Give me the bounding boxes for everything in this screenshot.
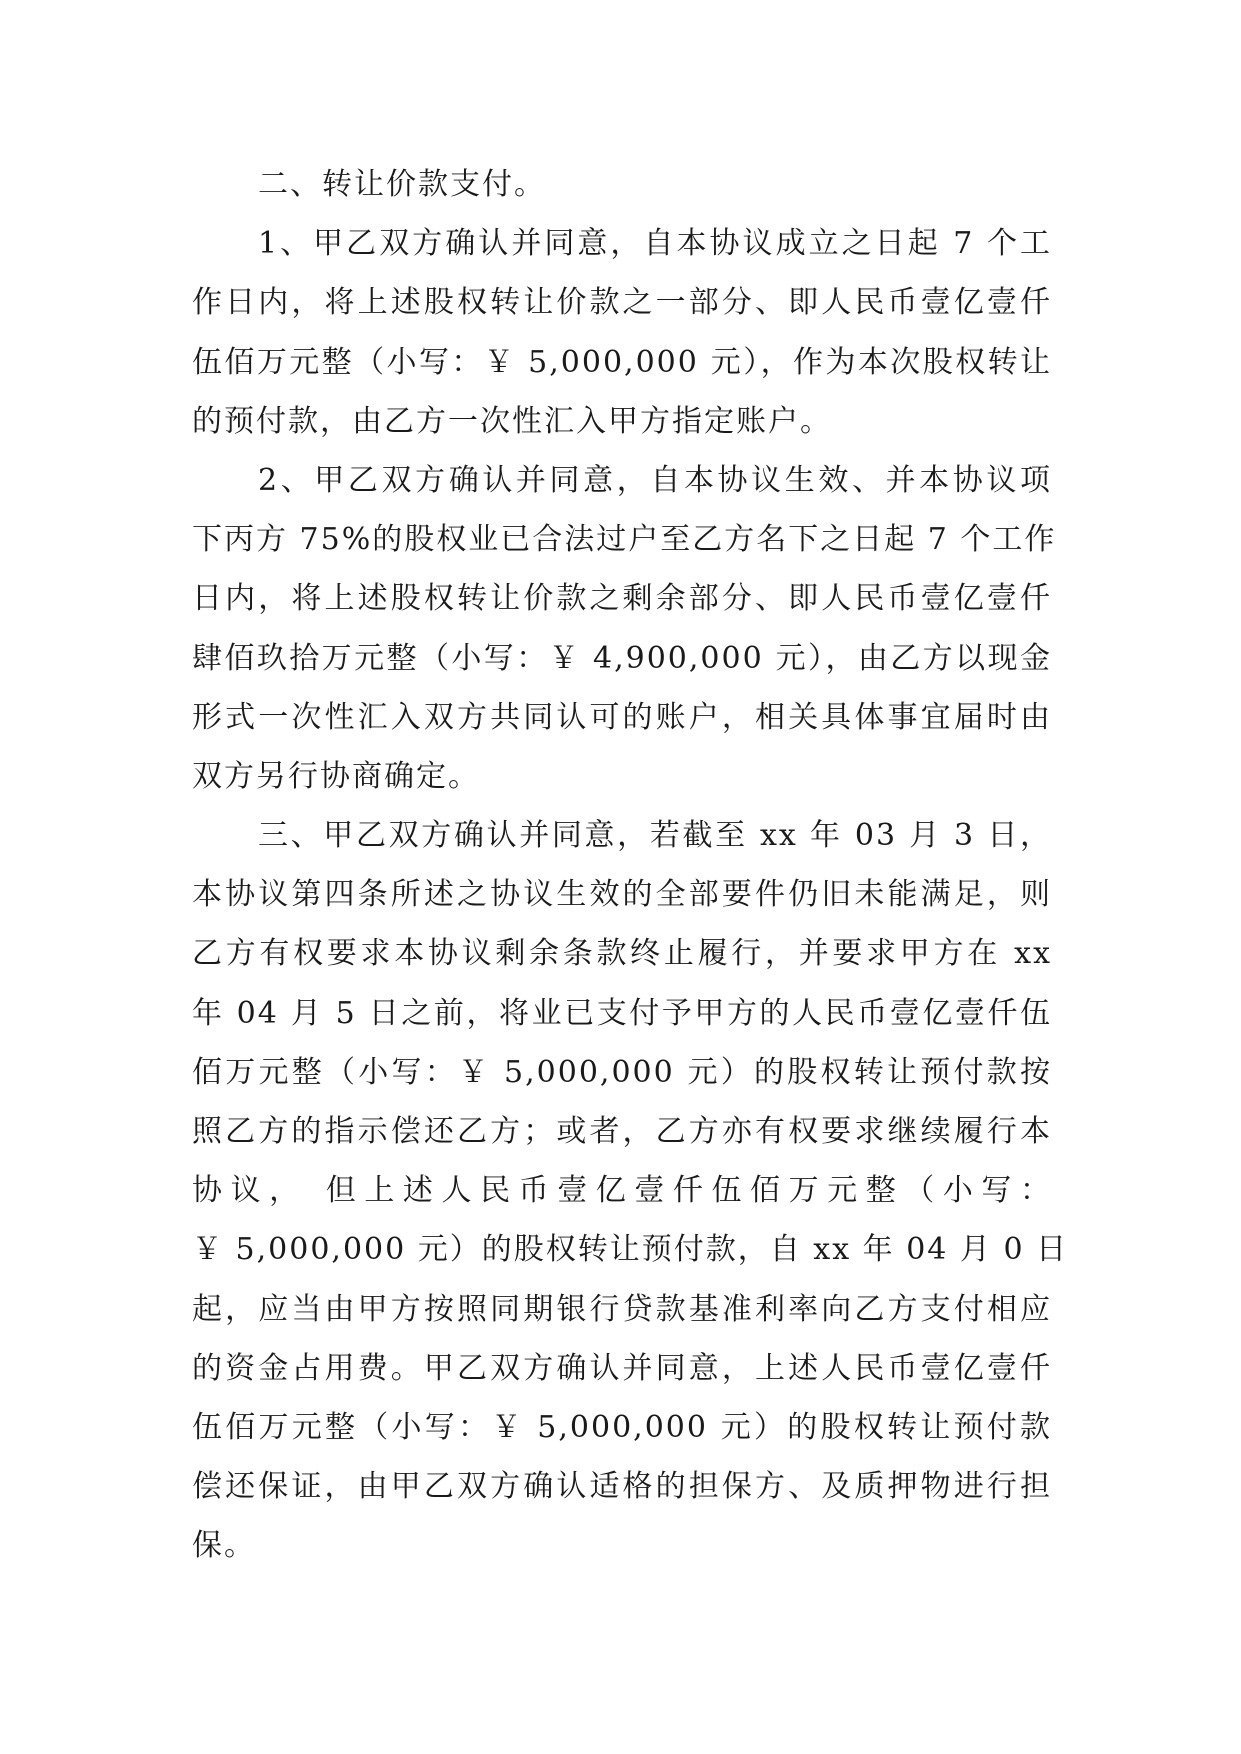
text-line: 偿还保证，由甲乙双方确认适格的担保方、及质押物进行担 xyxy=(192,1469,1052,1505)
document-body xyxy=(192,155,1069,1576)
text-line: 本协议第四条所述之协议生效的全部要件仍旧未能满足，则 xyxy=(192,877,1052,913)
text-line: 保。 xyxy=(192,1528,256,1564)
text-line: 乙方有权要求本协议剩余条款终止履行，并要求甲方在 xx xyxy=(192,936,1052,972)
text-line: 2、甲乙双方确认并同意，自本协议生效、并本协议项 xyxy=(258,462,1052,498)
text-line: 伍佰万元整（小写：￥ 5,000,000 元）的股权转让预付款 xyxy=(192,1409,1052,1445)
text-line: 的资金占用费。甲乙双方确认并同意，上述人民币壹亿壹仟 xyxy=(192,1350,1052,1386)
text-line: 双方另行协商确定。 xyxy=(192,758,480,794)
text-line: 协议， 但上述人民币壹亿壹仟伍佰万元整（小写： xyxy=(192,1173,1052,1209)
text-line: 形式一次性汇入双方共同认可的账户，相关具体事宜届时由 xyxy=(192,699,1052,735)
text-line: 年 04 月 5 日之前，将业已支付予甲方的人民币壹亿壹仟伍 xyxy=(192,995,1052,1031)
text-line: 日内，将上述股权转让价款之剩余部分、即人民币壹亿壹仟 xyxy=(192,581,1052,617)
text-line: 下丙方 75%的股权业已合法过户至乙方名下之日起 7 个工作 xyxy=(192,522,1057,558)
section-heading-three: 三、甲乙双方确认并同意，若截至 xx 年 03 月 3 日， xyxy=(258,818,1052,854)
text-line: 的预付款，由乙方一次性汇入甲方指定账户。 xyxy=(192,403,832,439)
text-line: 照乙方的指示偿还乙方；或者，乙方亦有权要求继续履行本 xyxy=(192,1114,1052,1149)
text-line: 佰万元整（小写：￥ 5,000,000 元）的股权转让预付款按 xyxy=(192,1054,1052,1090)
text-line: 伍佰万元整（小写：￥ 5,000,000 元），作为本次股权转让 xyxy=(192,344,1052,380)
text-line: 1、甲乙双方确认并同意，自本协议成立之日起 7 个工 xyxy=(258,226,1052,262)
section-heading-payment: 二、转让价款支付。 xyxy=(258,167,546,202)
text-line: ￥ 5,000,000 元）的股权转让预付款，自 xx 年 04 月 0 日 xyxy=(192,1232,1069,1268)
text-line: 肆佰玖拾万元整（小写：￥ 4,900,000 元），由乙方以现金 xyxy=(192,640,1052,676)
text-line: 起，应当由甲方按照同期银行贷款基准利率向乙方支付相应 xyxy=(192,1291,1052,1327)
text-line: 作日内，将上述股权转让价款之一部分、即人民币壹亿壹仟 xyxy=(192,285,1052,321)
